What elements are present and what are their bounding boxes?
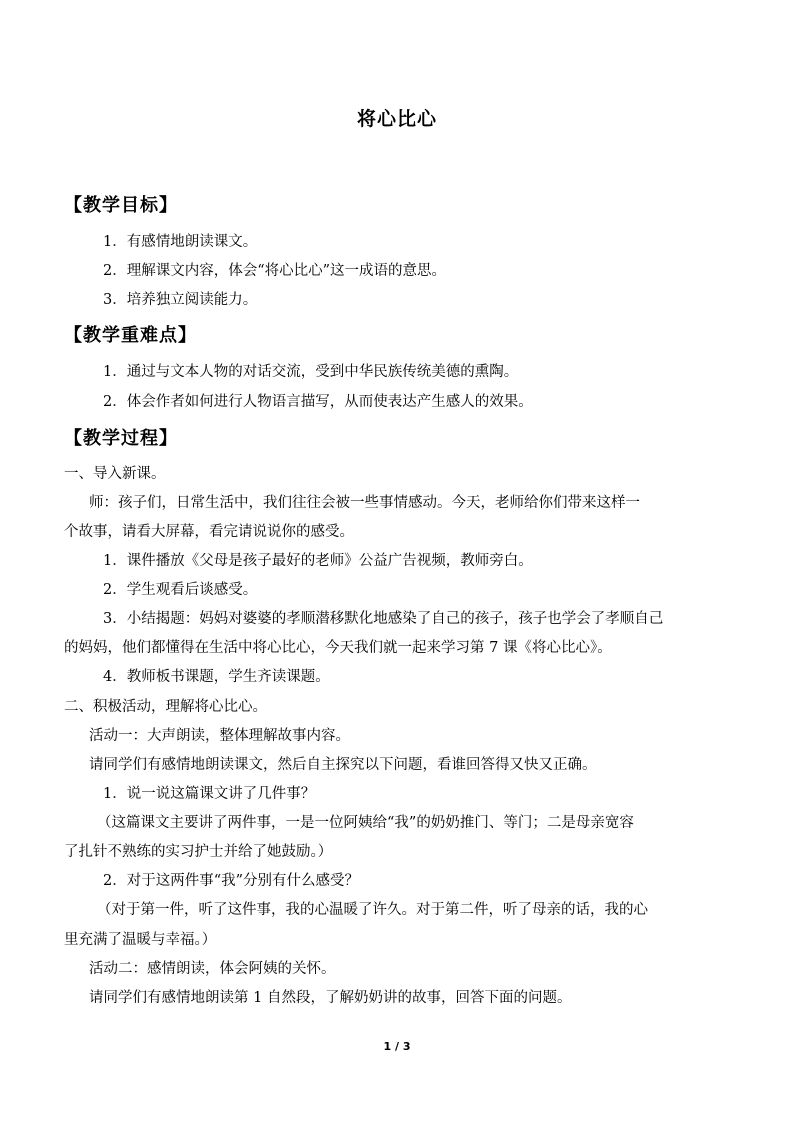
page-number: 1 / 3 [383, 1040, 411, 1053]
section-heading-objectives: 【教学目标】 [64, 195, 178, 216]
process-line: 个故事，请看大屏幕，看完请说说你的感受。 [64, 524, 354, 540]
section-heading-key-points: 【教学重难点】 [64, 325, 197, 346]
process-line: （这篇课文主要讲了两件事，一是一位阿姨给“我”的奶奶推门、等门；二是母亲宽容 [97, 815, 634, 831]
process-line: 请同学们有感情地朗读第 1 自然段，了解奶奶讲的故事，回答下面的问题。 [89, 990, 572, 1006]
key-point-item: 1．通过与文本人物的对话交流，受到中华民族传统美德的熏陶。 [103, 364, 519, 380]
process-line: 里充满了温暖与幸福。） [64, 932, 217, 948]
process-line: 了扎针不熟练的实习护士并给了她鼓励。） [64, 844, 333, 860]
process-line: 3．小结揭题：妈妈对婆婆的孝顺潜移默化地感染了自己的孩子，孩子也学会了孝顺自己 [103, 611, 664, 627]
objective-item: 3．培养独立阅读能力。 [103, 292, 258, 308]
process-line: 1．课件播放《父母是孩子最好的老师》公益广告视频，教师旁白。 [103, 553, 533, 569]
process-line: 师：孩子们，日常生活中，我们往往会被一些事情感动。今天，老师给你们带来这样一 [89, 495, 640, 511]
process-line: 请同学们有感情地朗读课文，然后自主探究以下问题，看谁回答得又快又正确。 [89, 757, 597, 773]
process-line: 1．说一说这篇课文讲了几件事？ [103, 786, 316, 802]
process-line: 4．教师板书课题，学生齐读课题。 [103, 669, 330, 685]
process-line: 活动二：感情朗读，体会阿姨的关怀。 [89, 961, 336, 977]
process-line: 2．学生观看后谈感受。 [103, 582, 258, 598]
process-line: 的妈妈，他们都懂得在生活中将心比心，今天我们就一起来学习第 7 课《将心比心》。 [64, 640, 612, 656]
process-line: （对于第一件，听了这件事，我的心温暖了许久。对于第二件，听了母亲的话，我的心 [97, 902, 648, 918]
process-line: 2．对于这两件事“我”分别有什么感受？ [103, 873, 360, 889]
objective-item: 2．理解课文内容，体会“将心比心”这一成语的意思。 [103, 263, 447, 279]
process-line: 活动一：大声朗读，整体理解故事内容。 [89, 728, 350, 744]
process-line: 一、导入新课。 [64, 466, 166, 482]
process-line: 二、积极活动，理解将心比心。 [64, 699, 267, 715]
document-title: 将心比心 [356, 108, 437, 130]
objective-item: 1．有感情地朗读课文。 [103, 234, 258, 250]
key-point-item: 2．体会作者如何进行人物语言描写，从而使表达产生感人的效果。 [103, 394, 533, 410]
section-heading-process: 【教学过程】 [64, 428, 178, 449]
